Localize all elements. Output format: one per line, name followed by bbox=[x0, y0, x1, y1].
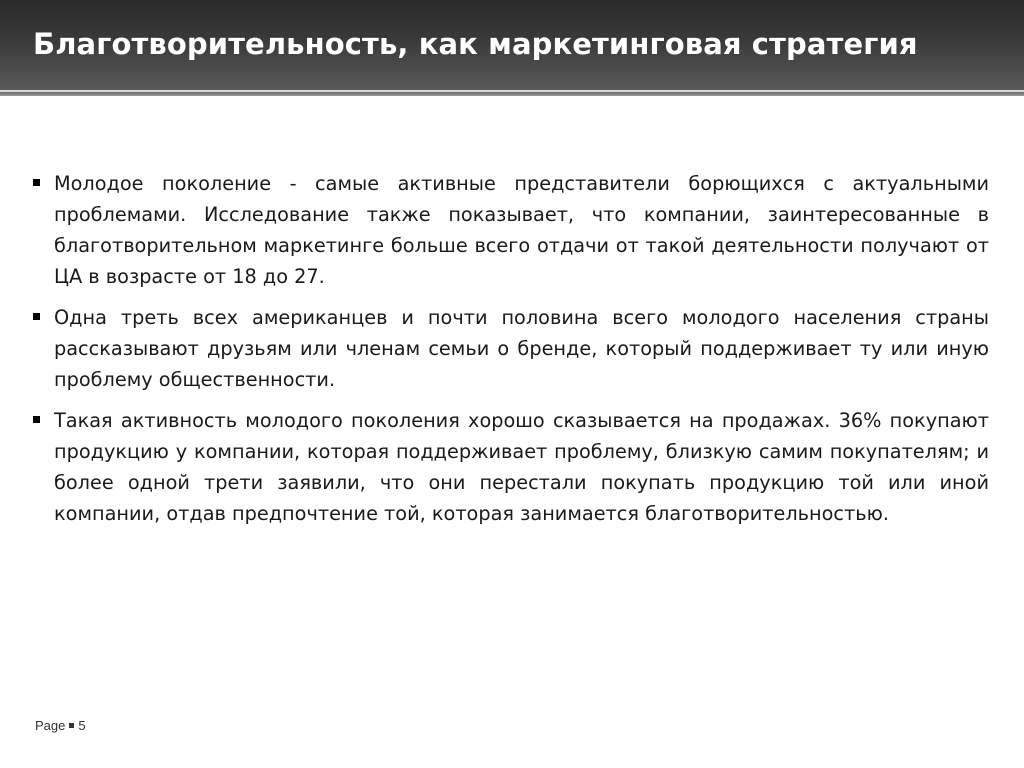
square-bullet-icon bbox=[33, 179, 40, 186]
bullet-item-1 bbox=[33, 168, 989, 292]
bullet-text: Одна треть всех американцев и почти половина всего молодого населения страны рассказывают друзьям или членам семьи о бренде, который поддерживает ту или иную проблему общественности. bbox=[54, 306, 989, 391]
title-bar bbox=[0, 0, 1024, 90]
square-bullet-icon bbox=[33, 313, 40, 320]
bullet-list bbox=[33, 168, 989, 539]
page-label: Page bbox=[35, 718, 66, 733]
page-footer bbox=[35, 718, 86, 733]
bullet-item-2 bbox=[33, 302, 989, 395]
title-divider-dark bbox=[0, 92, 1024, 96]
page-number: 5 bbox=[78, 718, 86, 733]
square-separator-icon bbox=[69, 723, 74, 728]
square-bullet-icon bbox=[33, 416, 40, 423]
bullet-text: Такая активность молодого поколения хорошо сказывается на продажах. 36% покупают продукцию у компании, которая поддерживает проблему, близкую самим покупателям; и более одной трети заявили, что они перестали покупать продукцию той или иной компании, отдав предпочтение той, которая занимается благотворительностью. bbox=[54, 409, 989, 525]
bullet-item-3 bbox=[33, 405, 989, 529]
slide-title: Благотворительность, как маркетинговая стратегия bbox=[33, 27, 918, 61]
bullet-text: Молодое поколение - самые активные представители борющихся с актуальными проблемами. Исследование также показывает, что компании, заинтересованные в благотворительном маркетинге больше всего отдачи от такой деятельности получают от ЦА в возрасте от 18 до 27. bbox=[54, 172, 989, 288]
